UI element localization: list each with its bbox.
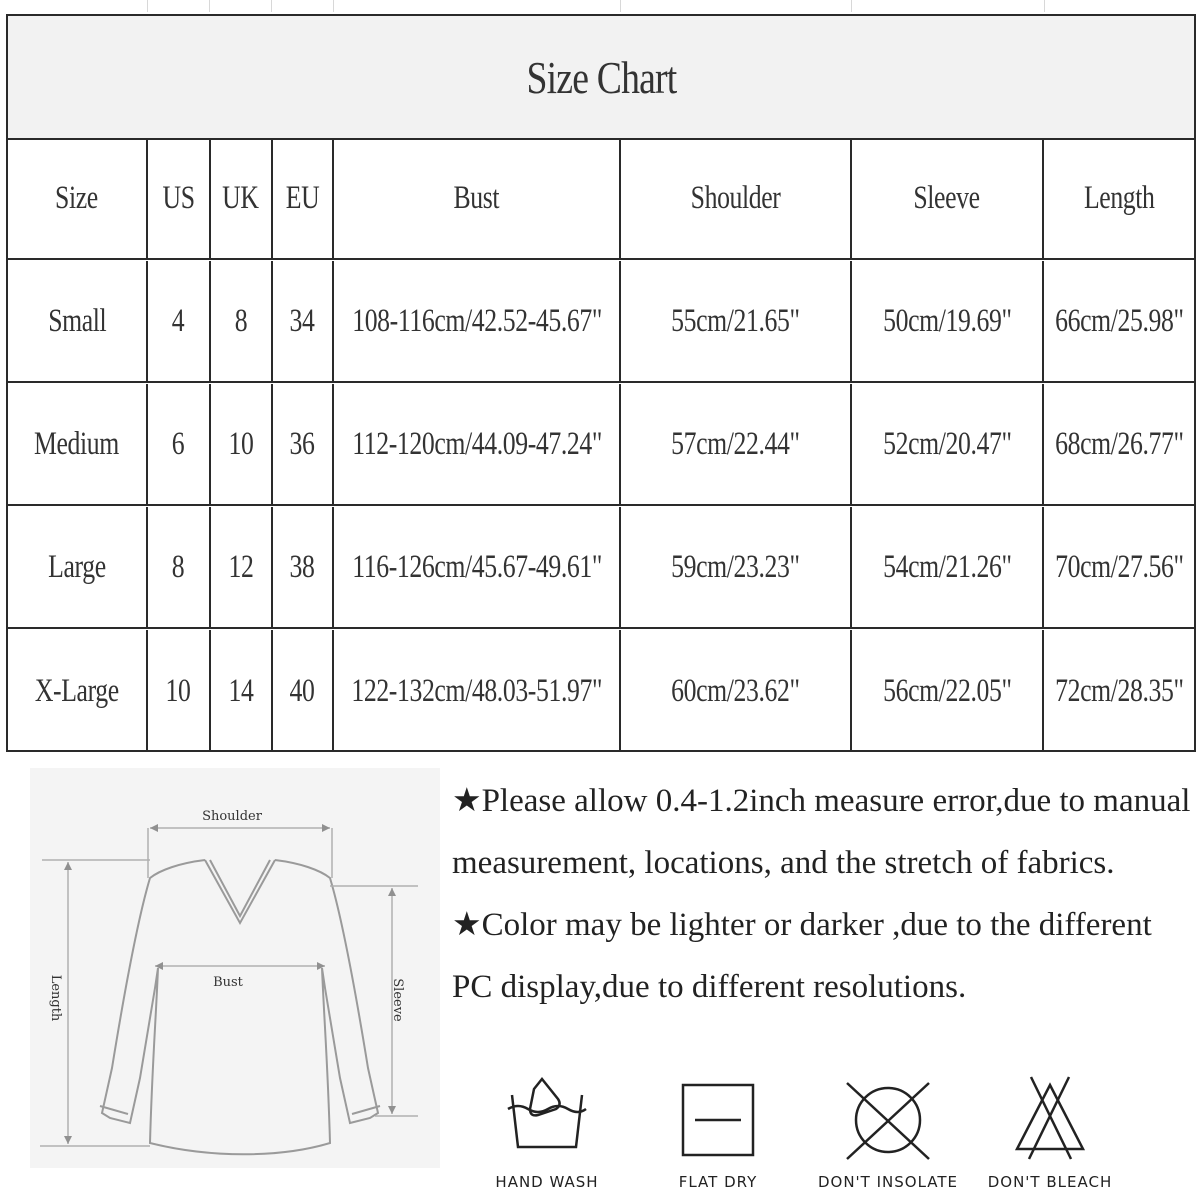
grid-hint [209, 0, 210, 12]
sleeve-label: Sleeve [390, 978, 405, 1022]
table-cell: Small [8, 261, 148, 381]
table-cell: 38 [273, 507, 335, 627]
flat-dry-label: FLAT DRY [678, 1173, 758, 1191]
care-dont-insolate [813, 1075, 963, 1195]
table-cell: 6 [148, 384, 211, 504]
grid-hint [851, 0, 852, 12]
table-cell: 12 [211, 507, 273, 627]
table-cell: 122-132cm/48.03-51.97" [334, 630, 621, 752]
table-row [8, 507, 1194, 629]
shoulder-label: Shoulder [202, 809, 262, 824]
header-shoulder: Shoulder [621, 138, 852, 258]
dont-insolate-label: DON'T INSOLATE [817, 1173, 959, 1191]
header-bust: Bust [334, 138, 621, 258]
table-cell: 112-120cm/44.09-47.24" [334, 384, 621, 504]
table-cell: 34 [273, 261, 335, 381]
garment-diagram [30, 768, 440, 1168]
flat-dry-icon [643, 1075, 793, 1170]
chart-title-bar [8, 16, 1194, 140]
table-cell: 54cm/21.26" [852, 507, 1045, 627]
table-cell: Medium [8, 384, 148, 504]
table-cell: 59cm/23.23" [621, 507, 852, 627]
care-flat-dry [643, 1075, 793, 1195]
hand-wash-icon [472, 1075, 622, 1170]
sweater-outline-icon [30, 768, 440, 1168]
table-cell: 116-126cm/45.67-49.61" [334, 507, 621, 627]
bust-label: Bust [213, 975, 243, 990]
table-row [8, 261, 1194, 383]
grid-hint [147, 0, 148, 12]
grid-hint [620, 0, 621, 12]
table-cell: X-Large [8, 630, 148, 752]
table-cell: 57cm/22.44" [621, 384, 852, 504]
table-cell: 36 [273, 384, 335, 504]
header-length: Length [1083, 179, 1155, 216]
table-cell: 8 [211, 261, 273, 381]
dont-bleach-label: DON'T BLEACH [987, 1173, 1113, 1191]
table-cell: 66cm/25.98" [1054, 302, 1184, 339]
note-color: ★Color may be lighter or darker ,due to the different PC display,due to different resolutions. [452, 907, 1152, 1005]
table-cell: 10 [211, 384, 273, 504]
table-cell: 72cm/28.35" [1054, 672, 1184, 709]
grid-hint [1044, 0, 1045, 12]
header-size: Size [8, 138, 148, 258]
table-cell: 4 [148, 261, 211, 381]
table-cell: 55cm/21.65" [621, 261, 852, 381]
grid-hint [271, 0, 272, 12]
dont-insolate-icon [813, 1075, 963, 1170]
care-hand-wash [472, 1075, 622, 1195]
table-cell: 10 [148, 630, 211, 752]
dont-bleach-icon [975, 1075, 1125, 1170]
size-chart-table [6, 14, 1196, 752]
header-us: US [148, 138, 211, 258]
length-label: Length [48, 974, 63, 1022]
header-sleeve: Sleeve [852, 138, 1045, 258]
table-cell: 60cm/23.62" [621, 630, 852, 752]
table-cell: 40 [273, 630, 335, 752]
care-dont-bleach [975, 1075, 1125, 1195]
chart-title: Size Chart [526, 51, 676, 103]
table-cell: 50cm/19.69" [852, 261, 1045, 381]
header-row [8, 138, 1194, 260]
header-uk: UK [211, 138, 273, 258]
measurement-notes [452, 770, 1192, 1018]
table-cell: 56cm/22.05" [852, 630, 1045, 752]
table-cell: Large [8, 507, 148, 627]
table-cell: 108-116cm/42.52-45.67" [334, 261, 621, 381]
table-cell: 68cm/26.77" [1054, 425, 1184, 462]
table-cell: 8 [148, 507, 211, 627]
header-eu: EU [273, 138, 335, 258]
table-cell: 52cm/20.47" [852, 384, 1045, 504]
table-row [8, 630, 1194, 752]
table-cell: 70cm/27.56" [1054, 548, 1184, 585]
table-row [8, 384, 1194, 506]
note-measure-error: ★Please allow 0.4-1.2inch measure error,due to manual measurement, locations, and the stretch of fabrics. [452, 783, 1191, 881]
hand-wash-label: HAND WASH [495, 1173, 599, 1191]
table-cell: 14 [211, 630, 273, 752]
grid-hint [333, 0, 334, 12]
